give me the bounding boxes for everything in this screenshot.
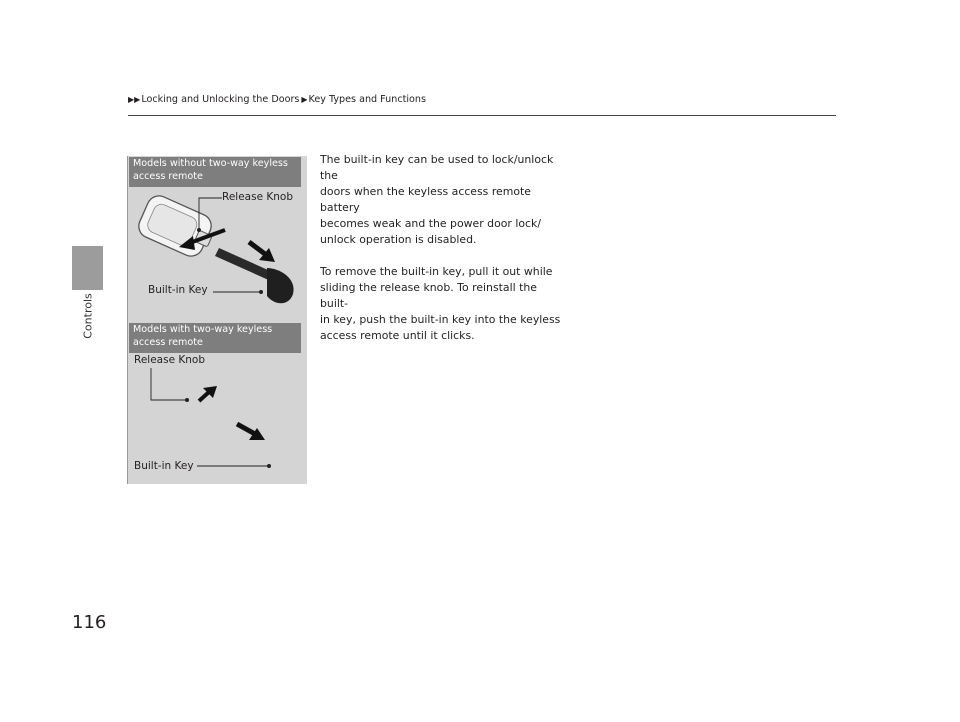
breadcrumb: [128, 94, 426, 105]
model-label-with-two-way: Models with two-way keyless access remote: [129, 323, 301, 353]
callout-release-knob-top: Release Knob: [222, 191, 293, 203]
header-rule: [128, 115, 836, 116]
callout-release-knob-bottom: Release Knob: [134, 354, 205, 366]
paragraph-usage: The built-in key can be used to lock/unlock the doors when the keyless access remote battery becomes weak and the power door lock/ unlock operation is disabled.: [320, 153, 554, 247]
callout-builtin-key-top: Built-in Key: [148, 284, 208, 296]
breadcrumb-page: Key Types and Functions: [308, 94, 426, 105]
two-way-arrows: [199, 386, 265, 440]
breadcrumb-section: Locking and Unlocking the Doors: [141, 94, 300, 105]
key-illustration: [127, 156, 307, 484]
breadcrumb-arrow-icon: ▶: [301, 95, 308, 104]
breadcrumb-arrow-icon: ▶▶: [128, 95, 141, 104]
chapter-tab: [72, 246, 103, 290]
paragraph-removal: To remove the built-in key, pull it out while sliding the release knob. To reinstall the built- in key, push the built-in key into the keyless access remote until it clicks.: [320, 264, 561, 342]
chapter-label: Controls: [81, 293, 95, 339]
callout-builtin-key-bottom: Built-in Key: [134, 460, 194, 472]
body-text: [320, 152, 565, 359]
page-number: 116: [72, 612, 107, 633]
model-label-without-two-way: Models without two-way keyless access remote: [129, 157, 301, 187]
leader-release-knob-bottom: [151, 368, 187, 400]
